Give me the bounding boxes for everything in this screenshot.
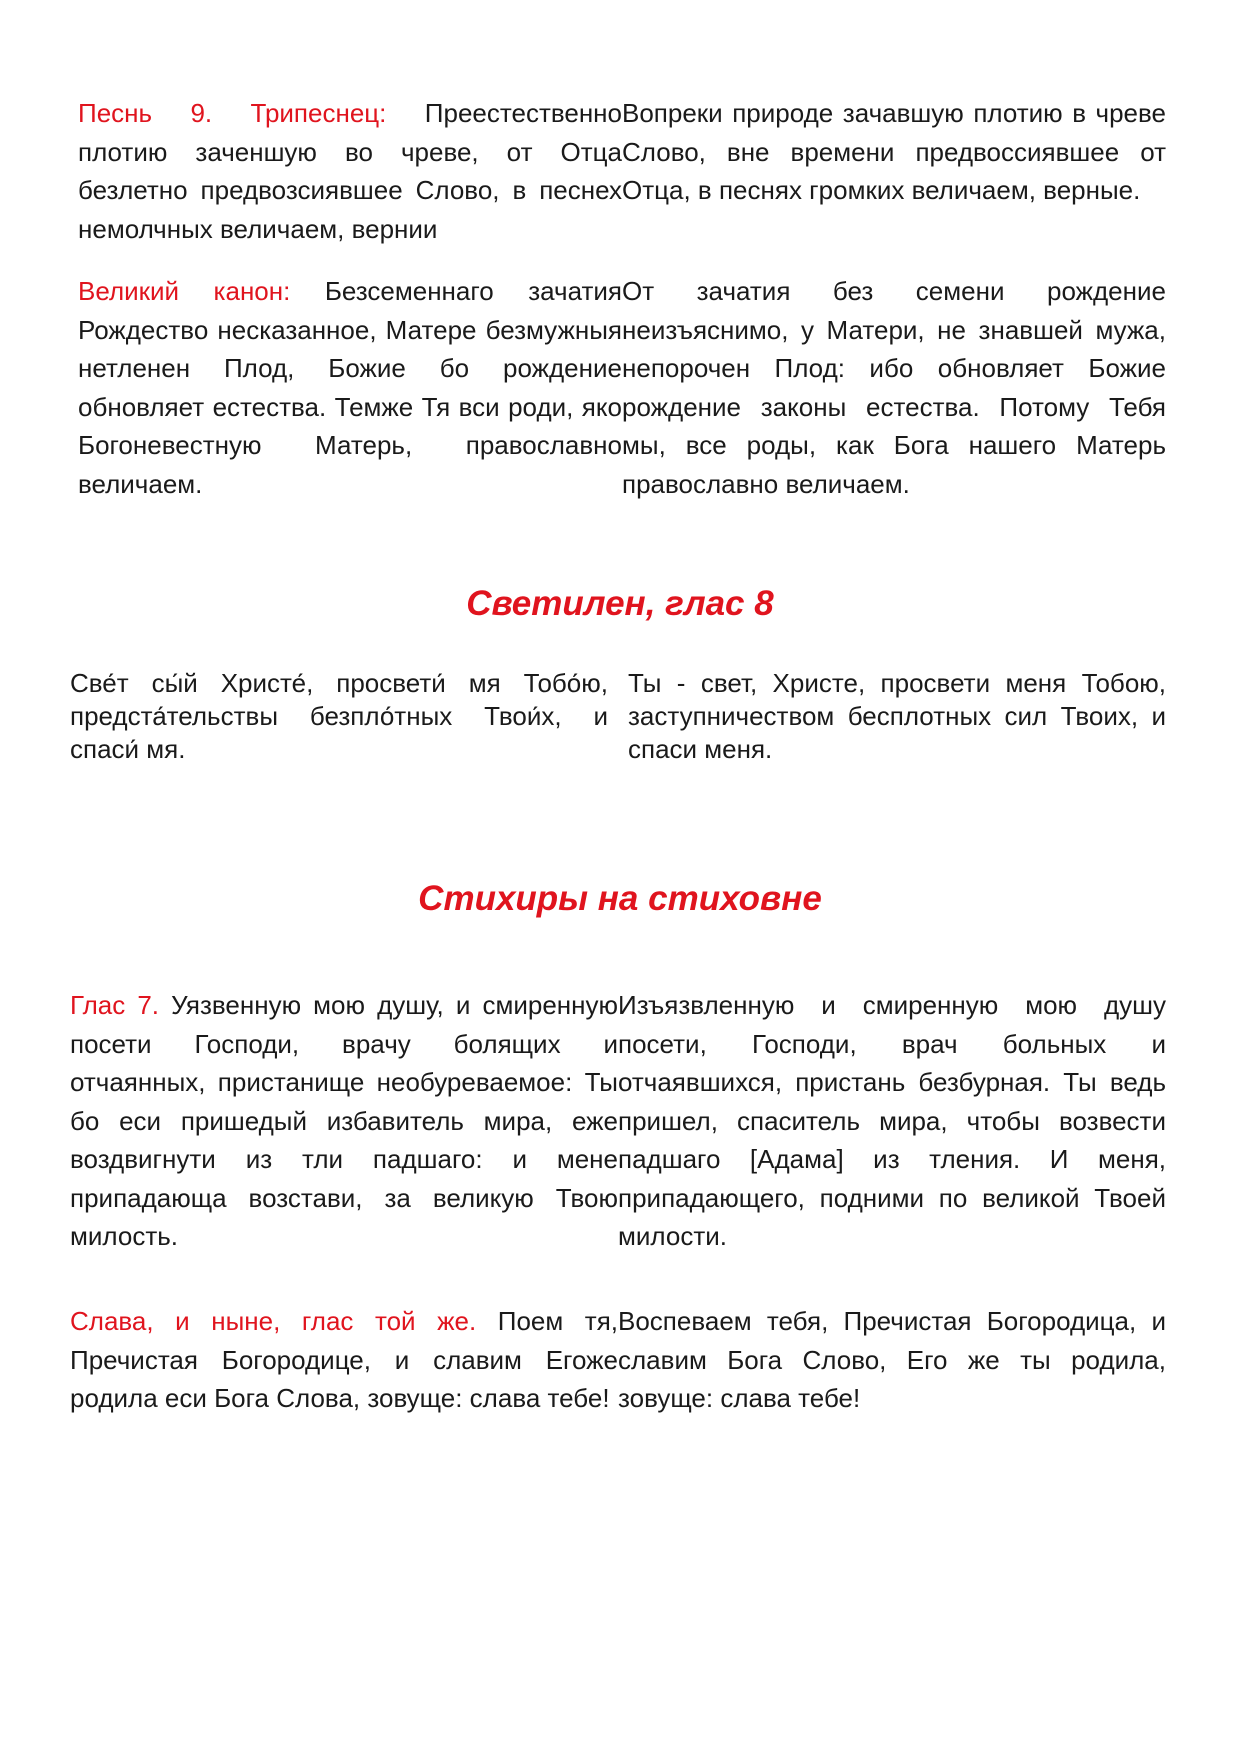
- song-9-russian: Вопреки природе зачавшую плотию в чреве Слово, вне времени предвоссиявшее от Отца, в песнях громких величаем, верные.: [622, 98, 1166, 205]
- svetilen-section: [70, 667, 1166, 766]
- svetilen-heading: Светилен, глас 8: [466, 584, 774, 623]
- song-9-church-slavonic: [78, 94, 622, 248]
- song-9-lead: Песнь 9. Трипеснец:: [78, 98, 387, 128]
- stichera-tone-7-section: [70, 986, 1166, 1256]
- song-9-left-text: Преестественно плотию заченшую во чреве, от Отца безлетно предвозсиявшее Слово, в песнех немолчных величаем, вернии: [78, 98, 623, 244]
- great-canon-russian: От зачатия без семени рождение неизъяснимо, у Матери, не знавшей мужа, непорочен Плод: ибо обновляет Божие рождение законы естества. Потому Тебя мы, все роды, как Бога нашего Матерь православно величаем.: [622, 276, 1166, 499]
- canon-song-9-section: [78, 94, 1166, 248]
- great-canon-left-text: Безсеменнаго зачатия Рождество несказанное, Матере безмужныя нетленен Плод, Божие бо рождение обновляет естества. Темже Тя вси роди, яко Богоневестную Матерь, православно величаем.: [78, 276, 622, 499]
- svetilen-russian: Ты - свет, Христе, просвети меня Тобою, заступничеством бесплотных сил Твоих, и спаси меня.: [628, 668, 1166, 764]
- great-canon-church-slavonic: [78, 272, 622, 503]
- tone-7-church-slavonic: [70, 986, 618, 1256]
- tone-7-russian: Изъязвленную и смиренную мою душу посети, Господи, врач больных и отчаявшихся, пристань безбурная. Ты ведь пришел, спаситель мира, чтобы возвести падшаго [Адама] из тления. И меня, припадающего, подними по великой Твоей милости.: [618, 990, 1166, 1251]
- great-canon-section: [78, 272, 1166, 503]
- stichera-heading: Стихиры на стиховне: [418, 879, 822, 918]
- glory-now-left-text: Поем тя, Пречистая Богородице, и славим Егоже родила еси Бога Слова, зовуще: слава тебе!: [70, 1306, 618, 1413]
- tone-7-left-text: Уязвенную мою душу, и смиренную посети Господи, врачу болящих и отчаянных, пристанище необуреваемое: Ты бо еси пришедый избавитель мира, еже воздвигнути из тли падшаго: и мене припадающа возстави, за великую Твою милость.: [70, 990, 618, 1251]
- glory-now-russian: Воспеваем тебя, Пречистая Богородица, и славим Бога Слово, Его же ты родила, зовуще: слава тебе!: [618, 1306, 1166, 1413]
- glory-now-lead: Слава, и ныне, глас той же.: [70, 1306, 477, 1336]
- great-canon-lead: Великий канон:: [78, 276, 291, 306]
- tone-7-lead: Глас 7.: [70, 990, 160, 1020]
- glory-now-church-slavonic: [70, 1302, 618, 1418]
- glory-now-section: [70, 1302, 1166, 1418]
- svetilen-church-slavonic: Све́т сы́й Христе́, просвети́ мя Тобо́ю, предста́тельствы безпло́тных Твои́х, и спаси́ мя.: [70, 668, 608, 764]
